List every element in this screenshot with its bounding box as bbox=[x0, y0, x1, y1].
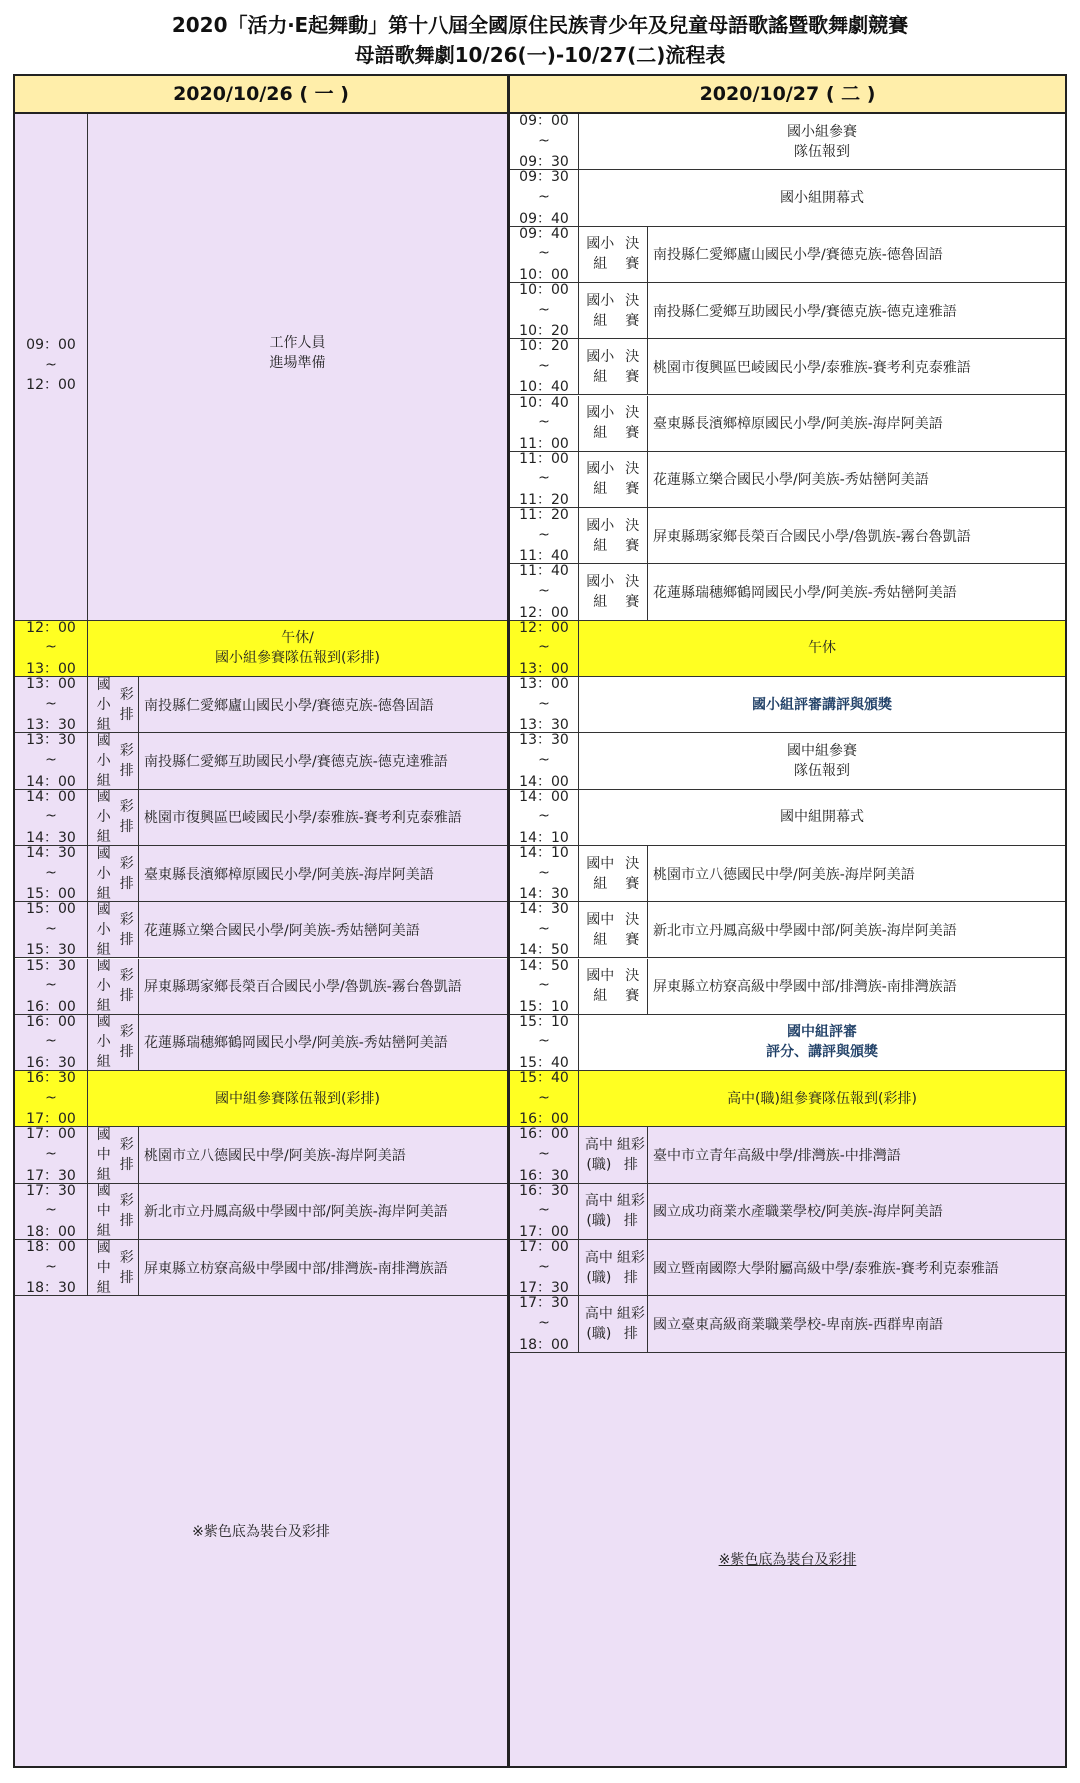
day2-elem-final-school: 屏東縣瑪家鄉長榮百合國民小學/魯凱族-霧台魯凱語 bbox=[648, 508, 1065, 564]
category-line: 國中組 bbox=[586, 911, 615, 948]
day2-hs-rehearsal-school: 臺中市立青年高級中學/排灣族-中排灣語 bbox=[648, 1127, 1065, 1183]
day2-jh-checkin-time bbox=[510, 733, 579, 789]
time-end: 14：00 bbox=[26, 773, 76, 790]
time-end: 18：00 bbox=[519, 1336, 569, 1353]
day1-header: 2020/10/26 ( 一 ) bbox=[15, 76, 507, 114]
time-end: 14：30 bbox=[519, 886, 569, 903]
time-end: 09：40 bbox=[519, 210, 569, 227]
category-line: 決賽 bbox=[625, 348, 640, 385]
day2-elem-awards-time bbox=[510, 677, 579, 733]
time-start: 09：00 bbox=[519, 114, 569, 129]
time-end: 11：00 bbox=[519, 435, 569, 452]
time-start: 14：10 bbox=[519, 845, 569, 861]
time-start: 11：40 bbox=[519, 564, 569, 580]
time-start: 10：00 bbox=[519, 282, 569, 298]
time-start: 17：30 bbox=[26, 1183, 76, 1199]
time-separator: ~ bbox=[45, 977, 57, 994]
time-separator: ~ bbox=[538, 470, 550, 487]
time-start: 13：30 bbox=[26, 733, 76, 749]
time-separator: ~ bbox=[538, 977, 550, 994]
day1-jh-rehearsal-time bbox=[15, 1240, 88, 1296]
time-end: 10：40 bbox=[519, 379, 569, 396]
time-separator: ~ bbox=[45, 1258, 57, 1275]
category-line: 國小組 bbox=[586, 292, 615, 329]
event-line: 國小組評審講評與頒獎 bbox=[752, 696, 892, 713]
category-line: 彩排 bbox=[119, 1137, 134, 1174]
category-line: 國小組 bbox=[586, 348, 615, 385]
time-end: 14：30 bbox=[26, 829, 76, 846]
time-end: 13：30 bbox=[26, 717, 76, 734]
day2-elem-final-time bbox=[510, 283, 579, 339]
day2-hs-checkin-event bbox=[579, 1071, 1065, 1127]
day1-elem-rehearsal-time bbox=[15, 846, 88, 902]
time-end: 17：00 bbox=[26, 1111, 76, 1128]
day1-jh-rehearsal-category bbox=[88, 1127, 139, 1183]
category-line: 國小組 bbox=[96, 958, 111, 1015]
category-line: 決賽 bbox=[625, 517, 640, 554]
day2-elem-checkin-event bbox=[579, 114, 1065, 170]
category-line: 國小組 bbox=[96, 1014, 111, 1071]
category-line: 組彩排 bbox=[616, 1305, 645, 1342]
document-title-line2: 母語歌舞劇10/26(一)-10/27(二)流程表 bbox=[354, 43, 726, 67]
event-line: 進場準備 bbox=[269, 355, 326, 372]
time-start: 16：30 bbox=[26, 1071, 76, 1087]
time-start: 15：00 bbox=[26, 902, 76, 918]
time-end: 15：30 bbox=[26, 942, 76, 959]
day2-elem-final-category bbox=[579, 508, 648, 564]
day2-jh-final-school: 新北市立丹鳳高級中學國中部/阿美族-海岸阿美語 bbox=[648, 902, 1065, 958]
event-line: 國中組參賽隊伍報到(彩排) bbox=[215, 1090, 380, 1107]
category-line: 決賽 bbox=[625, 236, 640, 273]
day2-jh-awards-event bbox=[579, 1015, 1065, 1071]
category-line: 組彩排 bbox=[616, 1137, 645, 1174]
day2-elem-final-category bbox=[579, 452, 648, 508]
day2-hs-rehearsal-time bbox=[510, 1240, 579, 1296]
time-separator: ~ bbox=[538, 1202, 550, 1219]
time-separator: ~ bbox=[538, 414, 550, 431]
time-start: 16：00 bbox=[519, 1127, 569, 1143]
time-start: 14：30 bbox=[519, 902, 569, 918]
category-line: 彩排 bbox=[119, 1024, 134, 1061]
time-separator: ~ bbox=[45, 1089, 57, 1106]
category-line: 國小組 bbox=[96, 733, 111, 789]
day1-jh-checkin-time bbox=[15, 1071, 88, 1127]
time-separator: ~ bbox=[45, 808, 57, 825]
day2-hs-rehearsal-category bbox=[579, 1127, 648, 1183]
time-start: 13：30 bbox=[519, 733, 569, 749]
time-separator: ~ bbox=[538, 1314, 550, 1331]
time-separator: ~ bbox=[45, 639, 57, 656]
day1-note: ※紫色底為裝台及彩排 bbox=[15, 1296, 507, 1766]
prep-time bbox=[15, 114, 88, 621]
time-separator: ~ bbox=[538, 357, 550, 374]
category-line: 彩排 bbox=[119, 1193, 134, 1230]
event-line: 評分、講評與頒獎 bbox=[766, 1044, 878, 1061]
event-line: 國中組評審 bbox=[787, 1024, 857, 1041]
time-start: 16：00 bbox=[26, 1014, 76, 1030]
day1-elem-rehearsal-school: 臺東縣長濱鄉樟原國民小學/阿美族-海岸阿美語 bbox=[139, 846, 507, 902]
time-separator: ~ bbox=[45, 751, 57, 768]
day2-elem-final-category bbox=[579, 396, 648, 452]
day2-hs-rehearsal-time bbox=[510, 1184, 579, 1240]
time-end: 14：50 bbox=[519, 942, 569, 959]
day2-hs-rehearsal-time bbox=[510, 1127, 579, 1183]
day1-elem-rehearsal-category bbox=[88, 902, 139, 958]
day2-jh-opening-event bbox=[579, 790, 1065, 846]
time-start: 13：00 bbox=[26, 677, 76, 692]
event-line: 隊伍報到 bbox=[794, 143, 850, 160]
time-separator: ~ bbox=[538, 526, 550, 543]
day2-elem-final-school: 南投縣仁愛鄉互助國民小學/賽德克族-德克達雅語 bbox=[648, 283, 1065, 339]
day1-elem-rehearsal-school: 花蓮縣立樂合國民小學/阿美族-秀姑巒阿美語 bbox=[139, 902, 507, 958]
time-end: 18：30 bbox=[26, 1280, 76, 1297]
time-separator: ~ bbox=[538, 864, 550, 881]
event-line: 國小組參賽隊伍報到(彩排) bbox=[215, 650, 380, 667]
category-line: 國小組 bbox=[96, 845, 111, 902]
time-separator: ~ bbox=[538, 808, 550, 825]
time-start: 10：40 bbox=[519, 395, 569, 411]
category-line: 彩排 bbox=[119, 799, 134, 836]
category-line: 彩排 bbox=[119, 968, 134, 1005]
category-line: 國小組 bbox=[586, 574, 615, 611]
time-end: 09：30 bbox=[519, 154, 569, 171]
day2-jh-final-category bbox=[579, 902, 648, 958]
time-start: 15：10 bbox=[519, 1014, 569, 1030]
day2-hs-rehearsal-school: 國立臺東高級商業職業學校-卑南族-西群卑南語 bbox=[648, 1296, 1065, 1352]
time-separator: ~ bbox=[538, 920, 550, 937]
category-line: 國中組 bbox=[96, 1183, 111, 1240]
time-separator: ~ bbox=[45, 1202, 57, 1219]
event-line: 隊伍報到 bbox=[794, 762, 850, 779]
time-separator: ~ bbox=[538, 1258, 550, 1275]
day1-elem-rehearsal-time bbox=[15, 959, 88, 1015]
category-line: 決賽 bbox=[625, 968, 640, 1005]
day2-jh-final-time bbox=[510, 902, 579, 958]
day2-elem-final-school: 花蓮縣瑞穗鄉鶴岡國民小學/阿美族-秀姑巒阿美語 bbox=[648, 564, 1065, 620]
category-line: 彩排 bbox=[119, 742, 134, 779]
time-end: 13：00 bbox=[26, 660, 76, 677]
day2-elem-final-category bbox=[579, 227, 648, 283]
day1-elem-rehearsal-category bbox=[88, 677, 139, 733]
day2-hs-checkin-time bbox=[510, 1071, 579, 1127]
time-end: 16：00 bbox=[519, 1111, 569, 1128]
day1-jh-checkin-event bbox=[88, 1071, 507, 1127]
time-start: 14：00 bbox=[26, 789, 76, 805]
time-start: 10：20 bbox=[519, 339, 569, 355]
time-start: 12：00 bbox=[26, 620, 76, 636]
day2-elem-final-category bbox=[579, 339, 648, 395]
day2-elem-opening-time bbox=[510, 170, 579, 226]
day2-jh-checkin-event bbox=[579, 733, 1065, 789]
category-line: 決賽 bbox=[625, 574, 640, 611]
event-line: 午休/ bbox=[281, 630, 314, 647]
day2-elem-final-category bbox=[579, 564, 648, 620]
time-separator: ~ bbox=[538, 1146, 550, 1163]
day2-note bbox=[510, 1353, 1065, 1766]
time-end: 17：30 bbox=[26, 1167, 76, 1184]
day2-elem-final-school: 桃園市復興區巴崚國民小學/泰雅族-賽考利克泰雅語 bbox=[648, 339, 1065, 395]
day2-elem-opening-event bbox=[579, 170, 1065, 226]
day2-elem-final-school: 花蓮縣立樂合國民小學/阿美族-秀姑巒阿美語 bbox=[648, 452, 1065, 508]
time-separator: ~ bbox=[538, 1089, 550, 1106]
day2-elem-final-school: 臺東縣長濱鄉樟原國民小學/阿美族-海岸阿美語 bbox=[648, 396, 1065, 452]
time-end: 17：30 bbox=[519, 1280, 569, 1297]
time-start: 14：30 bbox=[26, 845, 76, 861]
time-start: 17：00 bbox=[519, 1240, 569, 1255]
time-start: 18：00 bbox=[26, 1240, 76, 1255]
prep-event bbox=[88, 114, 507, 621]
time-start: 14：00 bbox=[519, 789, 569, 805]
day1-elem-rehearsal-school: 桃園市復興區巴崚國民小學/泰雅族-賽考利克泰雅語 bbox=[139, 790, 507, 846]
day1-elem-rehearsal-category bbox=[88, 1015, 139, 1071]
category-line: 彩排 bbox=[119, 911, 134, 948]
day2-hs-rehearsal-category bbox=[579, 1296, 648, 1352]
day1-elem-rehearsal-category bbox=[88, 733, 139, 789]
category-line: 高中(職) bbox=[584, 1137, 613, 1174]
day2-elem-final-time bbox=[510, 508, 579, 564]
time-start: 12：00 bbox=[519, 620, 569, 636]
day1-jh-rehearsal-school: 桃園市立八德國民中學/阿美族-海岸阿美語 bbox=[139, 1127, 507, 1183]
day2-elem-final-time bbox=[510, 227, 579, 283]
day2-elem-awards-event bbox=[579, 677, 1065, 733]
day2-jh-final-category bbox=[579, 846, 648, 902]
time-end: 16：00 bbox=[26, 998, 76, 1015]
event-line: 國小組參賽 bbox=[787, 123, 857, 140]
time-start: 15：40 bbox=[519, 1071, 569, 1087]
category-line: 決賽 bbox=[625, 855, 640, 892]
day1-jh-rehearsal-school: 屏東縣立枋寮高級中學國中部/排灣族-南排灣族語 bbox=[139, 1240, 507, 1296]
day1-elem-rehearsal-time bbox=[15, 902, 88, 958]
day2-jh-final-school: 屏東縣立枋寮高級中學國中部/排灣族-南排灣族語 bbox=[648, 959, 1065, 1015]
day1-elem-rehearsal-time bbox=[15, 677, 88, 733]
category-line: 彩排 bbox=[119, 1249, 134, 1286]
day1-elem-rehearsal-time bbox=[15, 790, 88, 846]
time-separator: ~ bbox=[538, 751, 550, 768]
category-line: 國中組 bbox=[586, 855, 615, 892]
category-line: 國小組 bbox=[586, 517, 615, 554]
day1-elem-rehearsal-category bbox=[88, 790, 139, 846]
day2-note-text: ※紫色底為裝台及彩排 bbox=[718, 1552, 857, 1569]
time-end: 10：20 bbox=[519, 323, 569, 340]
time-start: 09：30 bbox=[519, 170, 569, 186]
time-end: 11：20 bbox=[519, 492, 569, 509]
day1-elem-rehearsal-category bbox=[88, 959, 139, 1015]
day2-jh-final-time bbox=[510, 846, 579, 902]
category-line: 國小組 bbox=[586, 236, 615, 273]
time-separator: ~ bbox=[538, 639, 550, 656]
time-end: 15：00 bbox=[26, 886, 76, 903]
day2-hs-rehearsal-school: 國立成功商業水產職業學校/阿美族-海岸阿美語 bbox=[648, 1184, 1065, 1240]
category-line: 決賽 bbox=[625, 405, 640, 442]
time-start: 16：30 bbox=[519, 1183, 569, 1199]
time-end: 10：00 bbox=[519, 266, 569, 283]
day2-lunch-time bbox=[510, 621, 579, 677]
time-separator: ~ bbox=[45, 1146, 57, 1163]
category-line: 國中組 bbox=[586, 968, 615, 1005]
category-line: 決賽 bbox=[625, 292, 640, 329]
day2-header: 2020/10/27 ( 二 ) bbox=[510, 76, 1065, 114]
time-start: 09：00 bbox=[26, 337, 76, 354]
time-end: 17：00 bbox=[519, 1223, 569, 1240]
time-end: 18：00 bbox=[26, 1223, 76, 1240]
time-end: 12：00 bbox=[26, 377, 76, 394]
day2-lunch-event bbox=[579, 621, 1065, 677]
day2-elem-final-school: 南投縣仁愛鄉廬山國民小學/賽德克族-德魯固語 bbox=[648, 227, 1065, 283]
time-end: 16：30 bbox=[519, 1167, 569, 1184]
category-line: 國小組 bbox=[96, 677, 111, 733]
day2-elem-final-time bbox=[510, 396, 579, 452]
category-line: 彩排 bbox=[119, 855, 134, 892]
time-start: 11：00 bbox=[519, 451, 569, 467]
day2-elem-final-time bbox=[510, 339, 579, 395]
day1-elem-rehearsal-time bbox=[15, 1015, 88, 1071]
day2-jh-opening-time bbox=[510, 790, 579, 846]
time-end: 11：40 bbox=[519, 548, 569, 565]
time-end: 15：10 bbox=[519, 998, 569, 1015]
day2-hs-rehearsal-category bbox=[579, 1184, 648, 1240]
day2-column bbox=[508, 74, 1067, 1768]
time-separator: ~ bbox=[538, 1033, 550, 1050]
day2-elem-checkin-time bbox=[510, 114, 579, 170]
day1-elem-rehearsal-school: 南投縣仁愛鄉互助國民小學/賽德克族-德克達雅語 bbox=[139, 733, 507, 789]
time-separator: ~ bbox=[45, 864, 57, 881]
day2-jh-awards-time bbox=[510, 1015, 579, 1071]
category-line: 彩排 bbox=[119, 686, 134, 723]
time-separator: ~ bbox=[538, 301, 550, 318]
time-start: 09：40 bbox=[519, 226, 569, 242]
day1-jh-rehearsal-category bbox=[88, 1184, 139, 1240]
time-end: 13：00 bbox=[519, 660, 569, 677]
category-line: 組彩排 bbox=[616, 1249, 645, 1286]
day1-jh-rehearsal-category bbox=[88, 1240, 139, 1296]
day1-jh-rehearsal-time bbox=[15, 1127, 88, 1183]
time-separator: ~ bbox=[45, 1033, 57, 1050]
day2-jh-final-time bbox=[510, 959, 579, 1015]
category-line: 國中組 bbox=[96, 1127, 111, 1184]
category-line: 決賽 bbox=[625, 461, 640, 498]
document-title-line1: 2020「活力‧E起舞動」第十八屆全國原住民族青少年及兒童母語歌謠暨歌舞劇競賽 bbox=[171, 13, 909, 37]
category-line: 決賽 bbox=[625, 911, 640, 948]
category-line: 高中(職) bbox=[584, 1193, 613, 1230]
time-sep: ~ bbox=[45, 357, 57, 374]
time-end: 15：40 bbox=[519, 1055, 569, 1072]
day2-elem-final-category bbox=[579, 283, 648, 339]
event-line: 午休 bbox=[808, 640, 836, 657]
time-end: 13：30 bbox=[519, 717, 569, 734]
time-start: 17：30 bbox=[519, 1296, 569, 1312]
event-line: 國中組參賽 bbox=[787, 742, 857, 759]
time-separator: ~ bbox=[538, 695, 550, 712]
time-separator: ~ bbox=[538, 583, 550, 600]
day1-elem-rehearsal-school: 南投縣仁愛鄉廬山國民小學/賽德克族-德魯固語 bbox=[139, 677, 507, 733]
day1-elem-rehearsal-school: 花蓮縣瑞穗鄉鶴岡國民小學/阿美族-秀姑巒阿美語 bbox=[139, 1015, 507, 1071]
time-start: 14：50 bbox=[519, 958, 569, 974]
time-end: 14：10 bbox=[519, 829, 569, 846]
day2-jh-final-category bbox=[579, 959, 648, 1015]
category-line: 國小組 bbox=[586, 405, 615, 442]
event-line: 高中(職)組參賽隊伍報到(彩排) bbox=[727, 1090, 917, 1107]
category-line: 組彩排 bbox=[616, 1193, 645, 1230]
day2-hs-rehearsal-school: 國立暨南國際大學附屬高級中學/泰雅族-賽考利克泰雅語 bbox=[648, 1240, 1065, 1296]
day1-jh-rehearsal-school: 新北市立丹鳳高級中學國中部/阿美族-海岸阿美語 bbox=[139, 1184, 507, 1240]
day1-elem-rehearsal-time bbox=[15, 733, 88, 789]
time-start: 15：30 bbox=[26, 958, 76, 974]
day2-elem-final-time bbox=[510, 452, 579, 508]
day1-jh-rehearsal-time bbox=[15, 1184, 88, 1240]
time-start: 13：00 bbox=[519, 677, 569, 692]
category-line: 國中組 bbox=[96, 1240, 111, 1296]
time-separator: ~ bbox=[538, 188, 550, 205]
category-line: 國小組 bbox=[96, 902, 111, 958]
event-line: 國小組開幕式 bbox=[780, 189, 864, 206]
day1-elem-rehearsal-category bbox=[88, 846, 139, 902]
event-line: 工作人員 bbox=[269, 335, 326, 352]
time-end: 14：00 bbox=[519, 773, 569, 790]
time-separator: ~ bbox=[45, 695, 57, 712]
time-separator: ~ bbox=[538, 132, 550, 149]
time-separator: ~ bbox=[538, 245, 550, 262]
category-line: 國小組 bbox=[586, 461, 615, 498]
event-line: 國中組開幕式 bbox=[780, 809, 864, 826]
day2-hs-rehearsal-category bbox=[579, 1240, 648, 1296]
category-line: 高中(職) bbox=[584, 1305, 613, 1342]
time-end: 16：30 bbox=[26, 1055, 76, 1072]
category-line: 高中(職) bbox=[584, 1249, 613, 1286]
day1-lunch-event bbox=[88, 621, 507, 677]
time-end: 12：00 bbox=[519, 604, 569, 621]
day2-jh-final-school: 桃園市立八德國民中學/阿美族-海岸阿美語 bbox=[648, 846, 1065, 902]
day1-lunch-time bbox=[15, 621, 88, 677]
time-start: 11：20 bbox=[519, 508, 569, 524]
day2-elem-final-time bbox=[510, 564, 579, 620]
time-start: 17：00 bbox=[26, 1127, 76, 1143]
day2-hs-rehearsal-time bbox=[510, 1296, 579, 1352]
time-separator: ~ bbox=[45, 920, 57, 937]
day1-column bbox=[13, 74, 509, 1768]
day1-elem-rehearsal-school: 屏東縣瑪家鄉長榮百合國民小學/魯凱族-霧台魯凱語 bbox=[139, 959, 507, 1015]
category-line: 國小組 bbox=[96, 789, 111, 846]
